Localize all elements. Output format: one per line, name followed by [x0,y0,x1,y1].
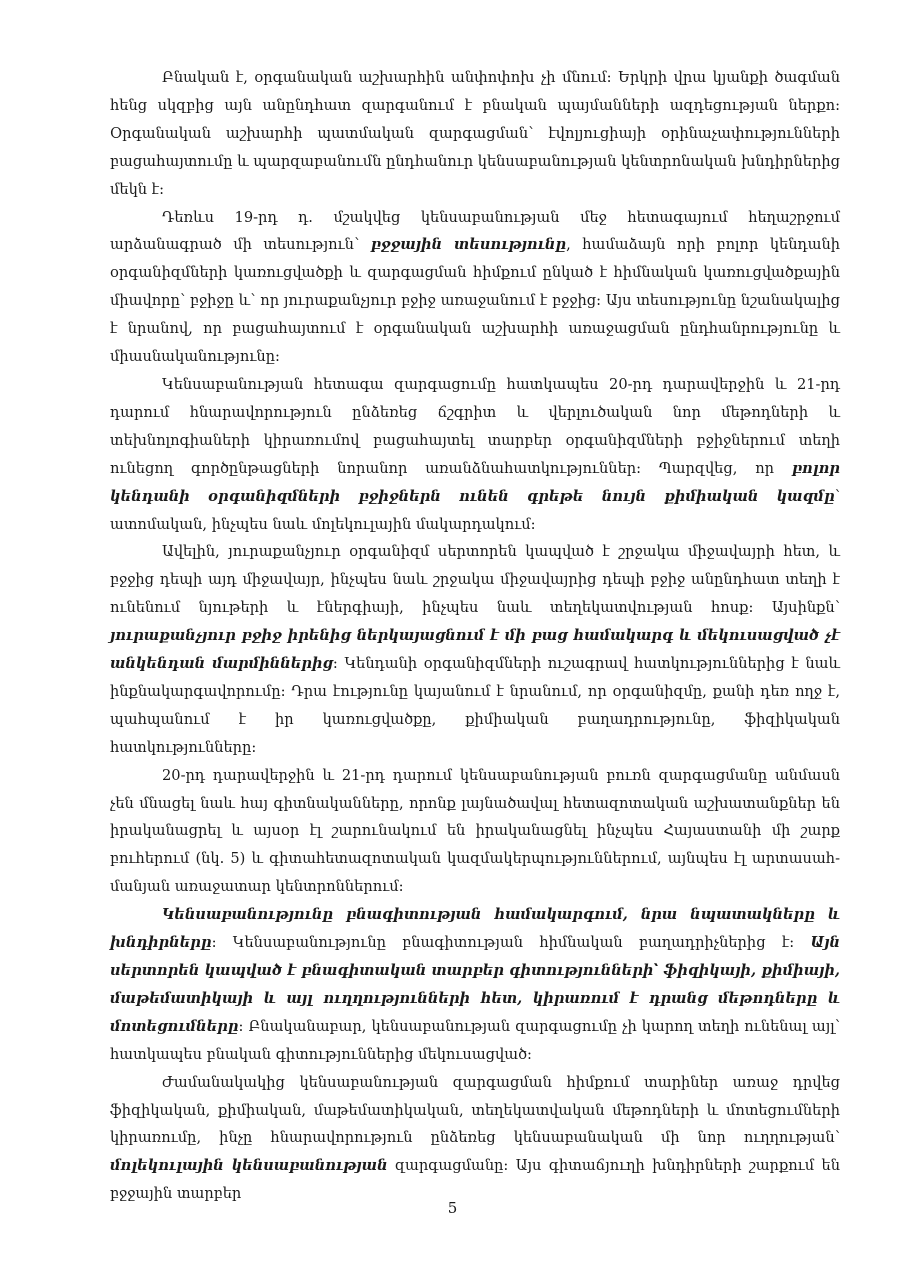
emphasis-open-system: յուրաքանչյուր բջիջ իրենից ներկայացնում է մի բաց համակարգ և մեկուսացված չէ անկենդան մարմիններից [110,627,840,673]
heading-biology-in-natural-sciences: Կենսաբանությունը բնագիտության համակարգում, նրա նպատակները և խնդիրները [110,906,840,952]
paragraph-armenian-scientists [110,762,840,902]
text-run: : Բնականաբար, կենսաբանության զարգացումը չի կարող տեղի ունենալ այլ՝ հատկապես բնական գիտություններից մեկուսացված: [110,1017,840,1063]
text-run: Դեռևս 19-րդ դ. մշակվեց կենսաբանության մեջ հետագայում հեղաշրջում արձանագրած մի տեսություն՝ [110,208,840,254]
text-run: , համաձայն որի բոլոր կենդանի օրգանիզմների կառուցվածքի և զարգացման հիմքում ընկած է հիմնական կառուցվածքային միավորը՝ բջիջը և՝ որ յուրաքանչյուր բջիջ առաջանում է բջջից: Այս տեսությունը նշանակալից է նրանով, որ բացահայտում է օրգանական աշխարհի առաջացման ընդհանրությունը և միասնականությունը: [110,236,841,366]
text-run: ՝ ատոմական, ինչպես նաև մոլեկուլային մակարդակում: [110,487,840,533]
text-run: զարգացմանը: Այս գիտաճյուղի խնդիրների շարքում են բջջային տարբեր [110,1157,840,1203]
paragraph-biology-in-natural-sciences [110,901,840,1068]
text-run: : Կենսաբանությունը բնագիտության հիմնական բաղադրիչներից է: [211,934,811,952]
text-run: Ավելին, յուրաքանչյուր օրգանիզմ սերտորեն կապված է շրջակա միջավայրի հետ, և բջջից դեպի այդ միջավայր, ինչպես նաև շրջակա միջավայրից դեպի բջիջ անընդհատ տեղի է ունենում նյութերի և էներգիայի, ինչպես նաև տեղեկատվության հոսք: Այսինքն՝ [110,543,840,617]
paragraph-cell-theory [110,204,840,371]
paragraph-open-system [110,538,840,761]
emphasis-chemical-composition: բոլոր կենդանի օրգանիզմների բջիջներն ունեն գրեթե նույն քիմիական կազմը [110,459,840,505]
emphasis-cell-theory: բջջային տեսությունը [370,236,567,254]
emphasis-related-sciences: Այն սերտորեն կապված է բնագիտական տարբեր գիտությունների՝ ֆիզիկայի, քիմիայի, մաթեմատիկայի և այլ ուղղությունների հետ, կիրառում է դրանց մեթոդները և մոտեցումները [110,934,840,1035]
page-number: 5 [447,1199,458,1217]
body-text [110,64,840,1208]
text-run: Բնական է, օրգանական աշխարհին անփոփոխ չի մնում: Երկրի վրա կյանքի ծագման հենց սկզբից այն անընդհատ զարգանում է բնական պայմանների ազդեցության ներքո: Օրգանական աշխարհի պատմական զարգացման՝ էվոլյուցիայի օրինաչափությունների բացահայտումը և պարզաբանումն ընդհանուր կենսաբանության կենտրոնական խնդիրներից մեկն է: [110,69,840,198]
text-run: Կենսաբանության հետագա զարգացումը հատկապես 20-րդ դարավերջին և 21-րդ դարում հնարավորություն ընձեռեց ճշգրիտ և վերլուծական նոր մեթոդների և տեխնոլոգիաների կիրառումով բացահայտել տարբեր օրգանիզմների բջիջներում տեղի ունեցող գործընթացների նորանոր առանձնահատկություններ: Պարզվեց, որ [110,375,840,477]
paragraph-chemical-composition [110,371,840,538]
emphasis-molecular-biology: մոլեկուլային կենսաբանության [110,1157,388,1175]
paragraph-modern-biology [110,1069,840,1209]
paragraph-organic-world-evolution [110,64,840,204]
text-run: 20-րդ դարավերջին և 21-րդ դարում կենսաբանության բուռն զարգացմանը անմասն չեն մնացել նաև հայ գիտնականները, որոնք լայնածավալ հետազոտական աշխատանքներ են իրականացրել և այսօր էլ շարունակում են իրականացնել ինչպես Հայաստանի մի շարք բուհերում (նկ. 5) և գիտահետազոտական կազմակերպություններում, այնպես էլ արտասահ-մանյան առաջատար կենտրոններում: [110,766,840,896]
text-run: Ժամանակակից կենսաբանության զարգացման հիմքում տարիներ առաջ դրվեց ֆիզիկական, քիմիական, մաթեմատիկական, տեղեկատվական մեթոդների և մոտեցումների կիրառումը, ինչը հնարավորություն ընձեռեց կենսաբանական մի նոր ուղղության՝ [110,1073,840,1147]
text-run: : Կենդանի օրգանիզմների ուշագրավ հատկություններից է նաև ինքնակարգավորումը: Դրա էությունը կայանում է նրանում, որ օրգանիզմը, քանի դեռ ողջ է, պահպանում է իր կառուցվածքը, քիմիական բաղադրությունը, ֆիզիկական հատկությունները: [110,655,840,756]
